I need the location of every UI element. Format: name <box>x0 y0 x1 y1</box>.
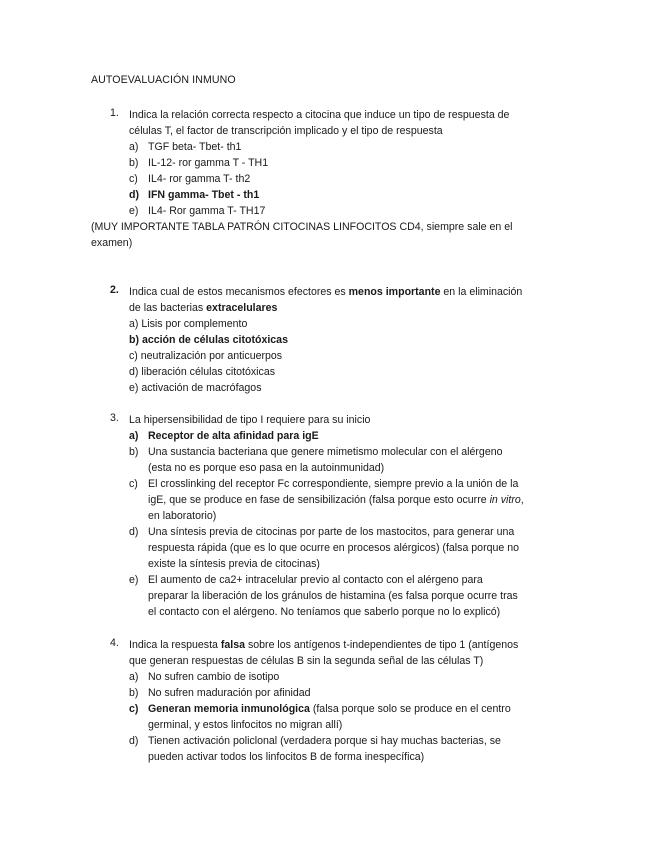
option-label: c) <box>129 478 138 490</box>
option-label: b) <box>129 687 139 699</box>
document-title: AUTOEVALUACIÓN INMUNO <box>91 74 236 86</box>
option-label: d) <box>129 526 139 538</box>
option-text-correct: b) acción de células citotóxicas <box>129 334 288 346</box>
option-label: d) <box>129 735 139 747</box>
option-text: IL-12- ror gamma T - TH1 <box>148 157 269 169</box>
option-text: preparar la liberación de los gránulos de histamina (es falsa porque ocurre tras <box>148 590 518 602</box>
option-text: Una síntesis previa de citocinas por parte de los mastocitos, para generar una <box>148 526 515 538</box>
text-run: en la eliminación <box>440 286 523 298</box>
option-label: b) <box>129 446 139 458</box>
option-text: El crosslinking del receptor Fc correspondiente, siempre previo a la unión de la <box>148 478 519 490</box>
question-text: que generan respuestas de células B sin la segunda señal de las células T) <box>129 655 484 667</box>
option-label: b) <box>129 157 139 169</box>
text-run-bold: extracelulares <box>206 302 278 314</box>
text-run: sobre los antígenos t-independientes de tipo 1 (antígenos <box>245 639 519 651</box>
option-label: e) <box>129 574 139 586</box>
option-label: e) <box>129 205 139 217</box>
question-text <box>129 284 565 300</box>
question-text <box>129 637 569 653</box>
question-text <box>129 300 565 316</box>
text-run-bold: Generan memoria inmunológica <box>148 703 310 715</box>
option-text: (esta no es porque eso pasa en la autoinmunidad) <box>148 462 385 474</box>
option-text: pueden activar todos los linfocitos B de forma inespecífica) <box>148 751 425 763</box>
text-run: Indica la respuesta <box>129 639 221 651</box>
text-run: Indica cual de estos mecanismos efectores es <box>129 286 349 298</box>
option-label-correct: d) <box>129 189 139 201</box>
option-text: e) activación de macrófagos <box>129 382 262 394</box>
question-text: La hipersensibilidad de tipo I requiere para su inicio <box>129 414 371 426</box>
text-run-bold: falsa <box>220 639 246 651</box>
option-text: IL4- ror gamma T- th2 <box>148 173 251 185</box>
option-text <box>148 701 567 717</box>
option-text: germinal, y estos linfocitos no migran allí) <box>148 719 343 731</box>
option-text: c) neutralización por anticuerpos <box>129 350 283 362</box>
option-text: IL4- Ror gamma T- TH17 <box>148 205 266 217</box>
option-label: a) <box>129 671 139 683</box>
question-number: 1. <box>110 107 119 119</box>
option-label-correct: c) <box>129 703 139 715</box>
option-text: No sufren maduración por afinidad <box>148 687 311 699</box>
note-text: (MUY IMPORTANTE TABLA PATRÓN CITOCINAS LINFOCITOS CD4, siempre sale en el <box>91 221 513 233</box>
text-run: (falsa porque solo se produce en el centro <box>309 703 511 715</box>
option-text: El aumento de ca2+ intracelular previo al contacto con el alérgeno para <box>148 574 483 586</box>
option-text-correct: Receptor de alta afinidad para igE <box>148 430 319 442</box>
text-run-bold: menos importante <box>348 286 441 298</box>
question-text: células T, el factor de transcripción implicado y el tipo de respuesta <box>129 125 443 137</box>
question-number: 4. <box>110 637 119 649</box>
option-text: respuesta rápida (que es lo que ocurre en procesos alérgicos) (falsa porque no <box>148 542 519 554</box>
option-text <box>148 492 567 508</box>
note-text: examen) <box>91 237 133 249</box>
option-text: existe la síntesis previa de citocinas) <box>148 558 320 570</box>
text-run: igE, que se produce en fase de sensibilización (falsa porque esto ocurre <box>148 494 490 506</box>
text-run-italic: in vitro <box>489 494 521 506</box>
question-number: 3. <box>110 412 119 424</box>
question-number: 2. <box>110 284 119 296</box>
option-text: Tienen activación policlonal (verdadera porque si hay muchas bacterias, se <box>148 735 501 747</box>
option-label: a) <box>129 141 139 153</box>
option-text: No sufren cambio de isotipo <box>148 671 280 683</box>
option-text: a) Lisis por complemento <box>129 318 248 330</box>
text-run: , <box>520 494 524 506</box>
option-text: TGF beta- Tbet- th1 <box>148 141 242 153</box>
option-text: d) liberación células citotóxicas <box>129 366 276 378</box>
option-text: en laboratorio) <box>148 510 217 522</box>
option-label-correct: a) <box>129 430 139 442</box>
question-text: Indica la relación correcta respecto a citocina que induce un tipo de respuesta de <box>129 109 510 121</box>
option-text-correct: IFN gamma- Tbet - th1 <box>148 189 260 201</box>
text-run: de las bacterias <box>129 302 207 314</box>
option-label: c) <box>129 173 138 185</box>
option-text: Una sustancia bacteriana que genere mimetismo molecular con el alérgeno <box>148 446 503 458</box>
option-text: el contacto con el alérgeno. No teníamos que saberlo porque no lo explicó) <box>148 606 501 618</box>
